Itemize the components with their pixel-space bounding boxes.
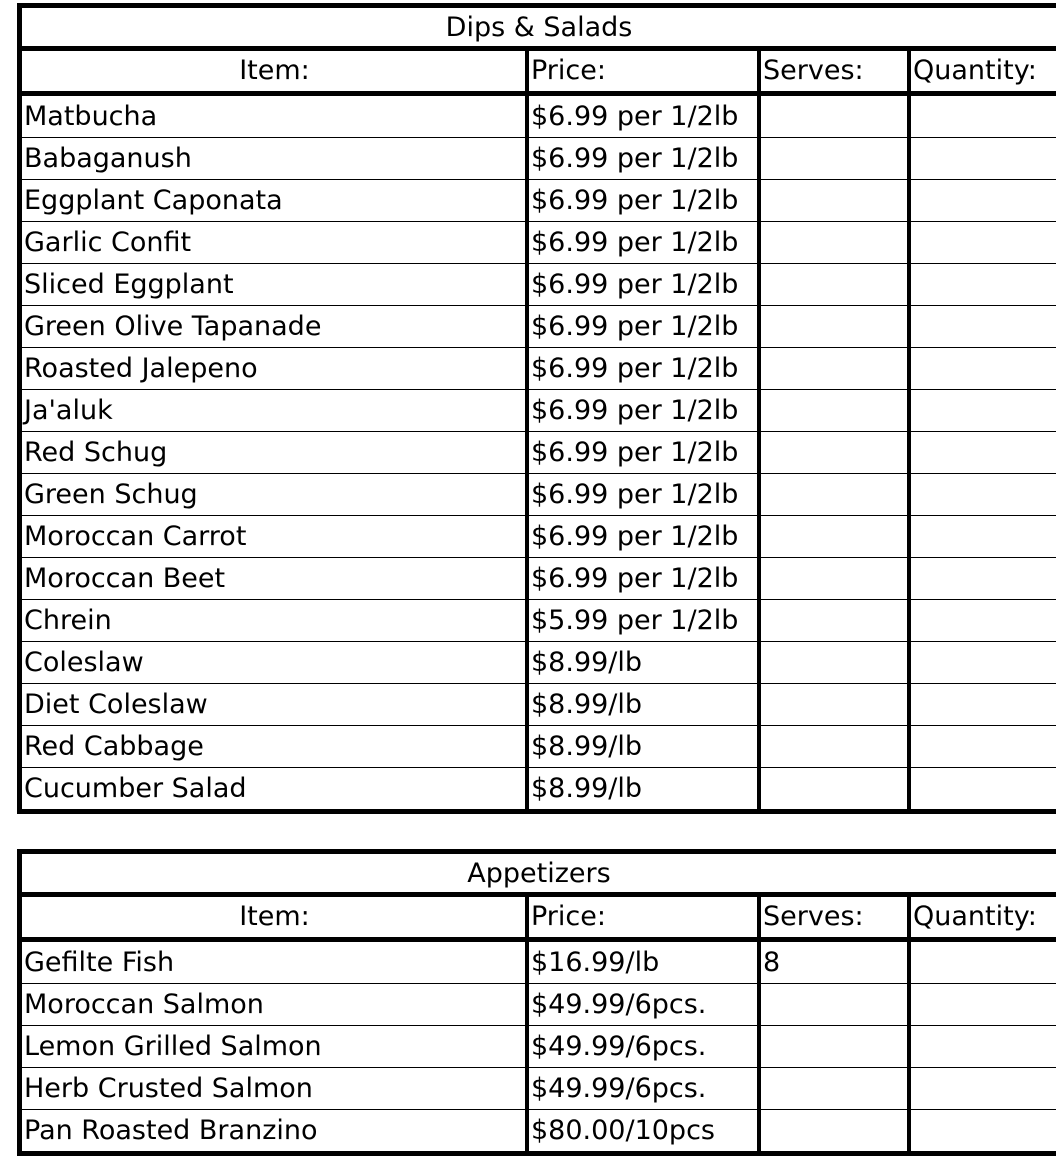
price-cell: $49.99/6pcs. <box>527 984 759 1026</box>
serves-cell[interactable] <box>759 516 909 558</box>
serves-cell[interactable] <box>759 348 909 390</box>
quantity-cell[interactable] <box>909 1110 1056 1152</box>
quantity-cell[interactable] <box>909 726 1056 768</box>
serves-cell[interactable] <box>759 222 909 264</box>
serves-cell[interactable] <box>759 768 909 810</box>
item-cell: Moroccan Carrot <box>22 516 527 558</box>
appetizers-table <box>22 897 1056 1151</box>
table-row <box>22 138 1056 180</box>
quantity-cell[interactable] <box>909 348 1056 390</box>
serves-cell[interactable] <box>759 474 909 516</box>
price-cell: $6.99 per 1/2lb <box>527 180 759 222</box>
item-cell: Coleslaw <box>22 642 527 684</box>
serves-cell[interactable] <box>759 1110 909 1152</box>
quantity-cell[interactable] <box>909 264 1056 306</box>
header-quantity: Quantity: <box>909 897 1056 940</box>
serves-cell[interactable] <box>759 306 909 348</box>
table-row <box>22 726 1056 768</box>
item-cell: Ja'aluk <box>22 390 527 432</box>
quantity-cell[interactable] <box>909 474 1056 516</box>
price-cell: $80.00/10pcs <box>527 1110 759 1152</box>
table-row <box>22 558 1056 600</box>
quantity-cell[interactable] <box>909 138 1056 180</box>
table-row <box>22 1026 1056 1068</box>
quantity-cell[interactable] <box>909 306 1056 348</box>
item-cell: Roasted Jalepeno <box>22 348 527 390</box>
item-cell: Green Schug <box>22 474 527 516</box>
serves-cell[interactable] <box>759 726 909 768</box>
table-row <box>22 768 1056 810</box>
table-header-row <box>22 51 1056 94</box>
item-cell: Gefilte Fish <box>22 940 527 984</box>
table-row <box>22 390 1056 432</box>
quantity-cell[interactable] <box>909 558 1056 600</box>
table-row <box>22 264 1056 306</box>
price-cell: $6.99 per 1/2lb <box>527 474 759 516</box>
table-row <box>22 94 1056 138</box>
table-row <box>22 984 1056 1026</box>
table-row <box>22 600 1056 642</box>
item-cell: Garlic Confit <box>22 222 527 264</box>
quantity-cell[interactable] <box>909 180 1056 222</box>
table-row <box>22 222 1056 264</box>
header-price: Price: <box>527 897 759 940</box>
table-header-row <box>22 897 1056 940</box>
appetizers-table-body <box>22 897 1056 1151</box>
price-cell: $6.99 per 1/2lb <box>527 94 759 138</box>
quantity-cell[interactable] <box>909 984 1056 1026</box>
quantity-cell[interactable] <box>909 390 1056 432</box>
item-cell: Green Olive Tapanade <box>22 306 527 348</box>
table-row <box>22 642 1056 684</box>
table-row <box>22 432 1056 474</box>
header-price: Price: <box>527 51 759 94</box>
section-title-text: Dips & Salads <box>445 11 633 43</box>
serves-cell[interactable] <box>759 642 909 684</box>
quantity-cell[interactable] <box>909 432 1056 474</box>
header-serves: Serves: <box>759 51 909 94</box>
price-cell: $5.99 per 1/2lb <box>527 600 759 642</box>
price-cell: $8.99/lb <box>527 684 759 726</box>
price-cell: $6.99 per 1/2lb <box>527 138 759 180</box>
serves-cell[interactable]: 8 <box>759 940 909 984</box>
quantity-cell[interactable] <box>909 94 1056 138</box>
price-cell: $6.99 per 1/2lb <box>527 516 759 558</box>
item-cell: Chrein <box>22 600 527 642</box>
quantity-cell[interactable] <box>909 1026 1056 1068</box>
table-row <box>22 516 1056 558</box>
item-cell: Cucumber Salad <box>24 773 247 804</box>
item-cell: Sliced Eggplant <box>22 264 527 306</box>
serves-cell[interactable] <box>759 94 909 138</box>
section-title <box>22 8 1056 51</box>
price-cell: $8.99/lb <box>527 726 759 768</box>
header-item: Item: <box>22 51 527 94</box>
serves-cell[interactable] <box>759 264 909 306</box>
price-cell: $8.99/lb <box>527 768 759 810</box>
price-cell: $6.99 per 1/2lb <box>527 390 759 432</box>
header-quantity: Quantity: <box>909 51 1056 94</box>
quantity-cell[interactable] <box>909 642 1056 684</box>
serves-cell[interactable] <box>759 138 909 180</box>
table-row <box>22 1110 1056 1152</box>
table-row <box>22 474 1056 516</box>
table-row <box>22 180 1056 222</box>
price-cell: $49.99/6pcs. <box>527 1026 759 1068</box>
table-row <box>22 348 1056 390</box>
item-cell: Red Schug <box>22 432 527 474</box>
price-cell: $6.99 per 1/2lb <box>527 348 759 390</box>
price-cell: $6.99 per 1/2lb <box>527 306 759 348</box>
table-row <box>22 940 1056 984</box>
price-cell: $8.99/lb <box>527 642 759 684</box>
item-cell: Matbucha <box>22 94 527 138</box>
serves-cell[interactable] <box>759 600 909 642</box>
item-cell: Red Cabbage <box>22 726 527 768</box>
dips-salads-section <box>17 3 1056 814</box>
item-cell: Babaganush <box>22 138 527 180</box>
appetizers-section <box>17 849 1056 1156</box>
serves-cell[interactable] <box>759 984 909 1026</box>
price-cell: $6.99 per 1/2lb <box>527 558 759 600</box>
serves-cell[interactable] <box>759 558 909 600</box>
item-cell: Herb Crusted Salmon <box>22 1068 527 1110</box>
item-cell: Eggplant Caponata <box>22 180 527 222</box>
serves-cell[interactable] <box>759 180 909 222</box>
price-cell: $6.99 per 1/2lb <box>527 432 759 474</box>
price-cell: $16.99/lb <box>527 940 759 984</box>
item-cell: Diet Coleslaw <box>22 684 527 726</box>
serves-cell[interactable] <box>759 1026 909 1068</box>
quantity-cell[interactable] <box>909 516 1056 558</box>
price-cell: $6.99 per 1/2lb <box>527 222 759 264</box>
quantity-cell[interactable] <box>909 222 1056 264</box>
section-title <box>22 854 1056 897</box>
serves-cell[interactable] <box>759 1068 909 1110</box>
item-cell: Moroccan Salmon <box>22 984 527 1026</box>
header-serves: Serves: <box>759 897 909 940</box>
quantity-cell[interactable] <box>909 940 1056 984</box>
section-title-text: Appetizers <box>467 857 611 889</box>
price-cell: $6.99 per 1/2lb <box>527 264 759 306</box>
header-item: Item: <box>22 897 527 940</box>
item-cell: Moroccan Beet <box>22 558 527 600</box>
price-cell: $49.99/6pcs. <box>527 1068 759 1110</box>
dips-salads-table <box>22 51 1056 809</box>
item-cell: Lemon Grilled Salmon <box>22 1026 527 1068</box>
serves-cell[interactable] <box>759 432 909 474</box>
quantity-cell[interactable] <box>909 1068 1056 1110</box>
table-row <box>22 306 1056 348</box>
dips-salads-table-body <box>22 51 1056 809</box>
table-row <box>22 1068 1056 1110</box>
quantity-cell[interactable] <box>909 600 1056 642</box>
serves-cell[interactable] <box>759 390 909 432</box>
quantity-cell[interactable] <box>909 768 1056 810</box>
serves-cell[interactable] <box>759 684 909 726</box>
item-cell: Pan Roasted Branzino <box>24 1115 318 1146</box>
table-row <box>22 684 1056 726</box>
quantity-cell[interactable] <box>909 684 1056 726</box>
